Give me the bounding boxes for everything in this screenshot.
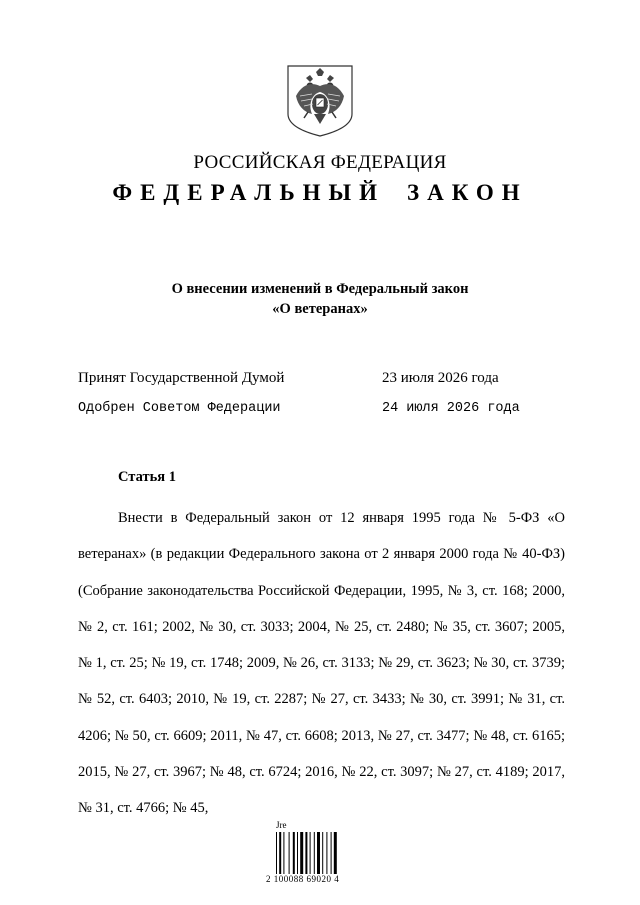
barcode-mark: Jre: [276, 820, 287, 830]
law-title: [0, 279, 640, 319]
council-approval-date: 24 июля 2026 года: [382, 401, 520, 416]
article-heading: Статья 1: [118, 469, 176, 485]
document-type-word-2: ЗАКОН: [407, 180, 528, 205]
article-body-text: Внести в Федеральный закон от 12 января 1995 года № 5-ФЗ «О ветеранах» (в редакции Федерального закона от 2 января 2000 года № 40-ФЗ) (Собрание законодательства Российской Федерации, 1995, № 3, ст. 168; 2000, № 2, ст. 161; 2002, № 30, ст. 3033; 2004, № 25, ст. 2480; № 35, ст. 3607; 2005, № 1, ст. 25; № 19, ст. 1748; 2009, № 26, ст. 3133; № 29, ст. 3623; № 30, ст. 3739; № 52, ст. 6403; 2010, № 19, ст. 2287; № 27, ст. 3433; № 30, ст. 3991; № 31, ст. 4206; № 50, ст. 6609; 2011, № 47, ст. 6608; 2013, № 27, ст. 3477; № 48, ст. 6165; 2015, № 27, ст. 3967; № 48, ст. 6724; 2016, № 22, ст. 3097; № 27, ст. 4189; 2017, № 31, ст. 4766; № 45,: [78, 510, 565, 817]
barcode-bars: [276, 832, 342, 874]
duma-adoption-date: 23 июля 2026 года: [382, 370, 499, 386]
document-type-heading: [0, 180, 640, 206]
council-approval-label: Одобрен Советом Федерации: [78, 401, 281, 416]
coat-of-arms-emblem: [286, 64, 354, 138]
document-type-word-1: ФЕДЕРАЛЬНЫЙ: [112, 180, 386, 205]
country-title: РОССИЙСКАЯ ФЕДЕРАЦИЯ: [193, 152, 447, 173]
duma-adoption-label: Принят Государственной Думой: [78, 370, 285, 386]
law-title-line-1: О внесении изменений в Федеральный закон: [171, 281, 469, 297]
law-title-line-2: «О ветеранах»: [272, 301, 368, 317]
barcode-number: 2 100088 69020 4: [266, 874, 340, 884]
barcode: [266, 820, 362, 892]
